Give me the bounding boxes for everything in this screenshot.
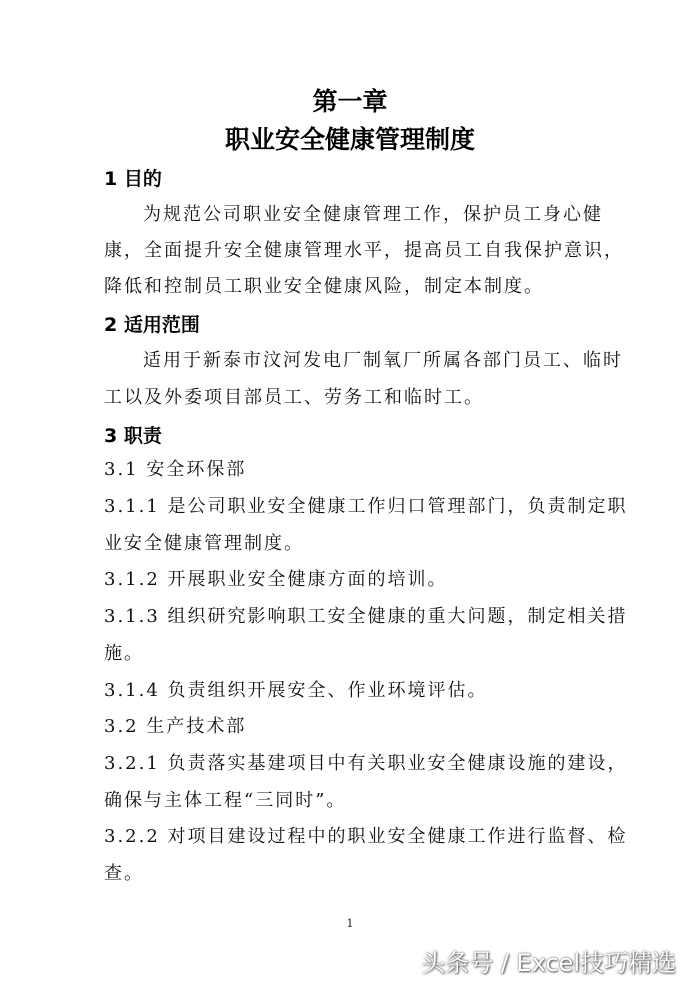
paragraph-line: 确保与主体工程“三同时”。 [104, 790, 347, 811]
paragraph-line: 康，全面提升安全健康管理水平，提高员工自我保护意识， [104, 240, 624, 261]
paragraph-line: 3.1.3 组织研究影响职工安全健康的重大问题，制定相关措 [104, 606, 628, 627]
paragraph-line: 3.2 生产技术部 [104, 716, 247, 737]
chapter-title: 第一章 [312, 87, 388, 116]
paragraph-line: 3.1.1 是公司职业安全健康工作归口管理部门，负责制定职 [104, 496, 628, 517]
paragraph-line: 查。 [104, 863, 144, 884]
chapter-subtitle: 职业安全健康管理制度 [224, 125, 475, 154]
paragraph-line: 3.1.4 负责组织开展安全、作业环境评估。 [104, 680, 488, 701]
paragraph-line: 适用于新泰市汶河发电厂制氧厂所属各部门员工、临时 [143, 350, 623, 371]
paragraph-line: 工以及外委项目部员工、劳务工和临时工。 [104, 387, 484, 408]
paragraph-line: 3.2.1 负责落实基建项目中有关职业安全健康设施的建设， [104, 753, 628, 774]
section-heading-purpose: 1 目的 [104, 168, 162, 190]
page-number: 1 [346, 917, 354, 930]
watermark: 头条号 / Excel技巧精选 [421, 949, 676, 977]
paragraph-line: 为规范公司职业安全健康管理工作，保护员工身心健 [143, 204, 603, 225]
paragraph-line: 降低和控制员工职业安全健康风险，制定本制度。 [104, 276, 544, 297]
paragraph-line: 业安全健康管理制度。 [104, 533, 304, 554]
paragraph-line: 3.1.2 开展职业安全健康方面的培训。 [104, 569, 448, 590]
section-heading-scope: 2 适用范围 [104, 314, 200, 336]
paragraph-line: 3.2.2 对项目建设过程中的职业安全健康工作进行监督、检 [104, 826, 628, 847]
paragraph-line: 施。 [104, 643, 144, 664]
section-heading-responsibilities: 3 职责 [104, 425, 162, 447]
paragraph-line: 3.1 安全环保部 [104, 459, 247, 480]
